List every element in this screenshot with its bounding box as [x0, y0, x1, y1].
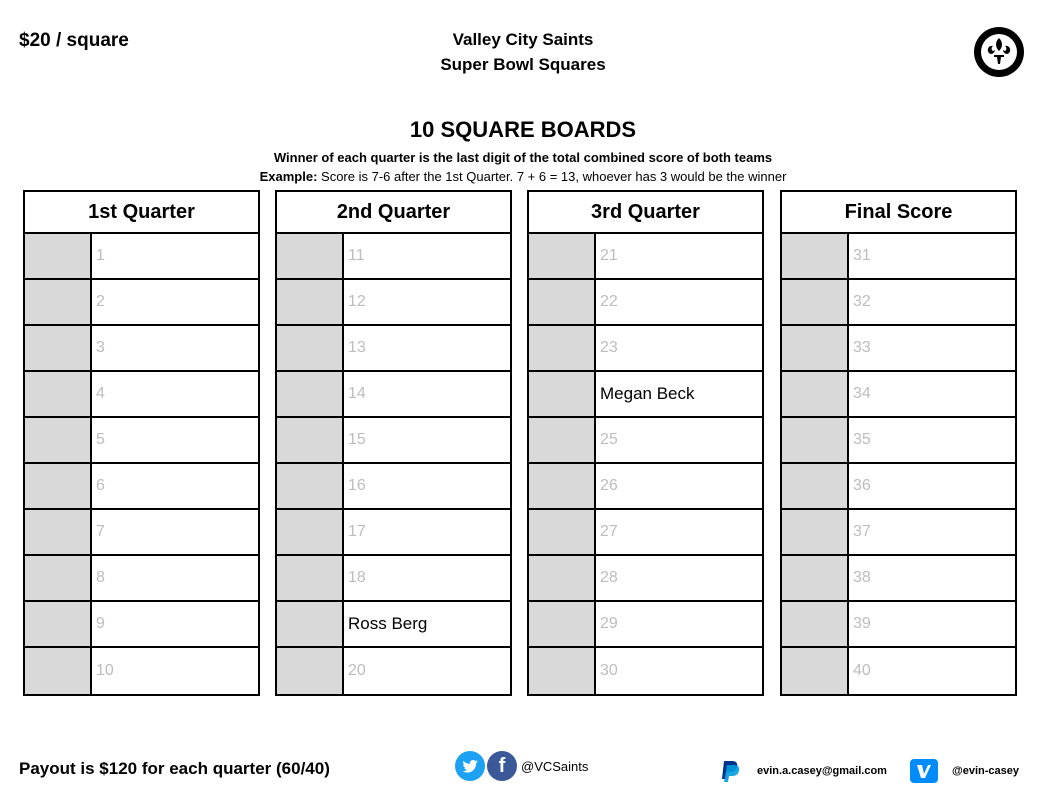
square-cell[interactable] — [92, 326, 258, 370]
square-number: 15 — [348, 431, 366, 448]
square-cell[interactable] — [596, 280, 762, 324]
score-digit-cell — [782, 602, 849, 646]
score-digit-cell — [529, 464, 596, 508]
paypal-contact[interactable] — [719, 759, 887, 783]
square-number: 38 — [853, 569, 871, 586]
square-row[interactable] — [782, 280, 1015, 326]
square-number: 28 — [600, 569, 618, 586]
square-row[interactable] — [529, 556, 762, 602]
score-digit-cell — [25, 602, 92, 646]
score-digit-cell — [782, 372, 849, 416]
square-row[interactable] — [25, 510, 258, 556]
square-number: 29 — [600, 615, 618, 632]
board-4 — [780, 190, 1017, 696]
score-digit-cell — [782, 418, 849, 462]
score-digit-cell — [25, 418, 92, 462]
square-cell[interactable] — [92, 280, 258, 324]
square-row[interactable] — [25, 372, 258, 418]
square-row[interactable] — [529, 418, 762, 464]
square-number: 27 — [600, 523, 618, 540]
square-number: 23 — [600, 339, 618, 356]
square-cell[interactable] — [849, 602, 1015, 646]
score-digit-cell — [277, 556, 344, 600]
square-row[interactable] — [25, 602, 258, 648]
score-digit-cell — [277, 510, 344, 554]
score-digit-cell — [782, 280, 849, 324]
square-number: 3 — [96, 339, 105, 356]
square-row[interactable] — [529, 326, 762, 372]
score-digit-cell — [25, 648, 92, 694]
board-2 — [275, 190, 512, 696]
rules-text: Winner of each quarter is the last digit of the total combined score of both teams — [273, 150, 773, 165]
score-digit-cell — [277, 464, 344, 508]
fleur-de-lis-logo — [973, 26, 1025, 78]
square-row[interactable] — [782, 648, 1015, 694]
square-row[interactable] — [529, 234, 762, 280]
board-3 — [527, 190, 764, 696]
square-cell[interactable] — [92, 234, 258, 278]
square-cell[interactable] — [596, 648, 762, 694]
square-number: 31 — [853, 247, 871, 264]
score-digit-cell — [25, 556, 92, 600]
square-cell[interactable] — [344, 372, 510, 416]
square-cell[interactable] — [92, 556, 258, 600]
square-number: 10 — [96, 662, 114, 679]
example-text — [0, 169, 1046, 184]
square-row[interactable] — [277, 280, 510, 326]
square-number: 25 — [600, 431, 618, 448]
square-cell[interactable] — [596, 510, 762, 554]
square-row[interactable] — [25, 280, 258, 326]
board-1 — [23, 190, 260, 696]
square-number: 34 — [853, 385, 871, 402]
square-row[interactable] — [25, 556, 258, 602]
square-cell[interactable] — [92, 464, 258, 508]
square-number: 12 — [348, 293, 366, 310]
score-digit-cell — [277, 326, 344, 370]
square-row[interactable] — [782, 602, 1015, 648]
score-digit-cell — [277, 648, 344, 694]
score-digit-cell — [277, 234, 344, 278]
score-digit-cell — [277, 280, 344, 324]
score-digit-cell — [529, 326, 596, 370]
square-row[interactable] — [277, 648, 510, 694]
square-cell[interactable] — [344, 464, 510, 508]
page-title — [0, 27, 1046, 77]
square-cell[interactable] — [596, 372, 762, 416]
square-row[interactable] — [529, 510, 762, 556]
square-cell[interactable] — [344, 280, 510, 324]
square-row[interactable] — [782, 464, 1015, 510]
square-number: 11 — [348, 247, 365, 264]
square-cell[interactable] — [849, 464, 1015, 508]
venmo-contact[interactable] — [910, 759, 1019, 783]
square-row[interactable] — [782, 418, 1015, 464]
score-digit-cell — [529, 280, 596, 324]
board-title: 3rd Quarter — [529, 192, 762, 234]
score-digit-cell — [782, 326, 849, 370]
score-digit-cell — [529, 418, 596, 462]
square-number: 33 — [853, 339, 871, 356]
square-row[interactable] — [277, 556, 510, 602]
board-title: 2nd Quarter — [277, 192, 510, 234]
board-title: 1st Quarter — [25, 192, 258, 234]
square-row[interactable] — [782, 372, 1015, 418]
square-row[interactable] — [25, 464, 258, 510]
square-cell[interactable] — [92, 372, 258, 416]
score-digit-cell — [529, 234, 596, 278]
score-digit-cell — [25, 234, 92, 278]
square-number: 9 — [96, 615, 105, 632]
square-number: 2 — [96, 293, 105, 310]
square-row[interactable] — [782, 510, 1015, 556]
square-row[interactable] — [529, 280, 762, 326]
square-cell[interactable] — [596, 602, 762, 646]
square-cell[interactable] — [92, 648, 258, 694]
score-digit-cell — [529, 372, 596, 416]
square-cell[interactable] — [344, 556, 510, 600]
score-digit-cell — [277, 372, 344, 416]
score-digit-cell — [277, 602, 344, 646]
square-number: 7 — [96, 523, 105, 540]
square-number: 32 — [853, 293, 871, 310]
square-cell[interactable] — [849, 556, 1015, 600]
square-number: 17 — [348, 523, 366, 540]
example-label: Example: — [259, 169, 318, 184]
square-cell[interactable] — [849, 234, 1015, 278]
square-cell[interactable] — [344, 418, 510, 462]
square-number: 4 — [96, 385, 105, 402]
price-per-square: $20 / square — [19, 30, 129, 51]
facebook-icon[interactable]: f — [487, 751, 517, 781]
participant-name: Ross Berg — [348, 614, 428, 633]
square-number: 8 — [96, 569, 105, 586]
payout-text: Payout is $120 for each quarter (60/40) — [19, 759, 330, 778]
square-cell[interactable] — [92, 602, 258, 646]
square-cell[interactable] — [596, 464, 762, 508]
square-cell[interactable] — [596, 234, 762, 278]
square-cell[interactable] — [849, 280, 1015, 324]
score-digit-cell — [782, 464, 849, 508]
square-number: 40 — [853, 662, 871, 679]
venmo-handle: @evin-casey — [952, 765, 1019, 777]
square-cell[interactable] — [92, 510, 258, 554]
square-row[interactable] — [529, 464, 762, 510]
square-row[interactable] — [782, 556, 1015, 602]
square-number: 21 — [600, 247, 618, 264]
square-cell[interactable] — [849, 510, 1015, 554]
title-line-2: Super Bowl Squares — [440, 55, 606, 74]
score-digit-cell — [529, 648, 596, 694]
paypal-email: evin.a.casey@gmail.com — [757, 765, 887, 777]
square-number: 39 — [853, 615, 871, 632]
square-row[interactable] — [277, 464, 510, 510]
square-number: 20 — [348, 662, 366, 679]
square-row[interactable] — [25, 648, 258, 694]
square-row[interactable] — [277, 326, 510, 372]
venmo-icon — [910, 759, 938, 783]
square-number: 13 — [348, 339, 366, 356]
square-number: 30 — [600, 662, 618, 679]
paypal-icon — [719, 759, 741, 783]
square-cell[interactable] — [849, 418, 1015, 462]
square-number: 35 — [853, 431, 871, 448]
square-row[interactable] — [277, 602, 510, 648]
score-digit-cell — [25, 326, 92, 370]
square-row[interactable] — [277, 510, 510, 556]
score-digit-cell — [25, 280, 92, 324]
square-row[interactable] — [277, 418, 510, 464]
square-number: 16 — [348, 477, 366, 494]
square-number: 18 — [348, 569, 366, 586]
square-cell[interactable] — [344, 510, 510, 554]
score-digit-cell — [25, 372, 92, 416]
score-digit-cell — [277, 418, 344, 462]
square-row[interactable] — [25, 418, 258, 464]
score-digit-cell — [782, 234, 849, 278]
square-cell[interactable] — [849, 648, 1015, 694]
participant-name: Megan Beck — [600, 384, 695, 403]
square-cell[interactable] — [344, 326, 510, 370]
square-cell[interactable] — [849, 326, 1015, 370]
square-number: 5 — [96, 431, 105, 448]
score-digit-cell — [529, 556, 596, 600]
square-row[interactable] — [529, 648, 762, 694]
square-number: 1 — [96, 247, 105, 264]
score-digit-cell — [782, 510, 849, 554]
square-number: 37 — [853, 523, 871, 540]
social-links — [455, 751, 588, 781]
square-cell[interactable] — [92, 418, 258, 462]
square-cell[interactable] — [344, 602, 510, 646]
square-cell[interactable] — [344, 234, 510, 278]
square-number: 22 — [600, 293, 618, 310]
square-row[interactable] — [25, 326, 258, 372]
score-digit-cell — [782, 556, 849, 600]
square-cell[interactable] — [596, 326, 762, 370]
board-title: Final Score — [782, 192, 1015, 234]
square-number: 6 — [96, 477, 105, 494]
square-cell[interactable] — [596, 556, 762, 600]
square-row[interactable] — [277, 372, 510, 418]
square-row[interactable] — [782, 326, 1015, 372]
social-handle[interactable]: @VCSaints — [521, 758, 589, 774]
square-row[interactable] — [529, 602, 762, 648]
square-number: 26 — [600, 477, 618, 494]
square-row[interactable] — [277, 234, 510, 280]
boards-title: 10 SQUARE BOARDS — [409, 117, 637, 142]
title-line-1: Valley City Saints — [452, 30, 594, 49]
square-number: 14 — [348, 385, 366, 402]
score-digit-cell — [25, 464, 92, 508]
score-digit-cell — [782, 648, 849, 694]
square-cell[interactable] — [596, 418, 762, 462]
twitter-icon[interactable] — [455, 751, 485, 781]
example-body: Score is 7-6 after the 1st Quarter. 7 + 6 = 13, whoever has 3 would be the winner — [317, 169, 787, 184]
square-row[interactable] — [25, 234, 258, 280]
square-cell[interactable] — [849, 372, 1015, 416]
square-number: 36 — [853, 477, 871, 494]
score-digit-cell — [25, 510, 92, 554]
score-digit-cell — [529, 602, 596, 646]
square-row[interactable] — [782, 234, 1015, 280]
square-row[interactable] — [529, 372, 762, 418]
score-digit-cell — [529, 510, 596, 554]
square-cell[interactable] — [344, 648, 510, 694]
